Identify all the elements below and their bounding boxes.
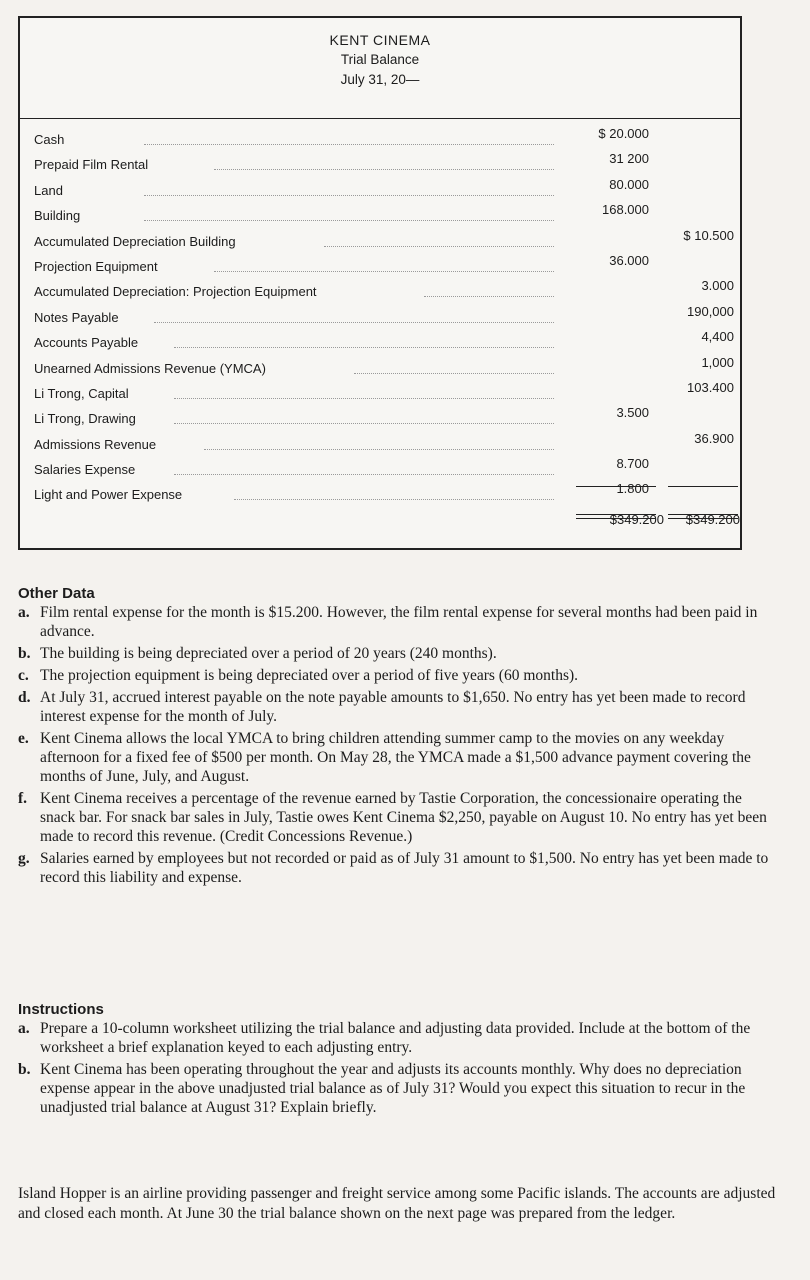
closing-paragraph: Island Hopper is an airline providing passenger and freight service among some Pacific islands. The accounts are adjusted and closed each month. At June 30 the trial balance shown on the next page was prepared from the ledger. xyxy=(18,1185,776,1222)
debit-amount: 168.000 xyxy=(602,202,649,218)
credit-amount: 4,400 xyxy=(701,329,734,345)
list-item xyxy=(18,1019,780,1057)
other-data-section xyxy=(18,584,780,890)
table-row xyxy=(34,329,740,354)
account-name: Building xyxy=(34,208,81,224)
debit-amount: 3.500 xyxy=(616,405,649,421)
company-name: KENT CINEMA xyxy=(329,32,431,48)
item-label: c. xyxy=(18,667,29,684)
account-name: Accounts Payable xyxy=(34,335,139,351)
leader-dots xyxy=(174,474,554,475)
table-row xyxy=(34,228,740,253)
table-row xyxy=(34,177,740,202)
credit-underline xyxy=(668,486,738,487)
list-item xyxy=(18,1060,780,1117)
debit-underline xyxy=(576,486,656,487)
debit-amount: 8.700 xyxy=(616,456,649,472)
account-name: Notes Payable xyxy=(34,309,119,325)
item-label: a. xyxy=(18,604,30,621)
list-item xyxy=(18,603,780,641)
debit-amount: 31 200 xyxy=(609,151,649,167)
leader-dots xyxy=(144,144,554,145)
item-text: Salaries earned by employees but not recorded or paid as of July 31 amount to $1,500. No entry has yet been made to record this liability and expense. xyxy=(40,850,769,886)
account-name: Cash xyxy=(34,132,65,147)
trial-balance-rows xyxy=(34,126,740,507)
debit-amount: 1.800 xyxy=(616,481,649,497)
leader-dots xyxy=(174,423,554,424)
account-name: Salaries Expense xyxy=(34,462,136,478)
leader-dots xyxy=(424,296,554,297)
leader-dots xyxy=(174,347,554,348)
leader-dots xyxy=(144,195,554,196)
trial-balance-header xyxy=(20,18,740,119)
leader-dots xyxy=(234,499,554,500)
table-row xyxy=(34,405,740,430)
credit-amount: 3.000 xyxy=(701,278,734,294)
credit-amount: $ 10.500 xyxy=(683,227,734,243)
account-name: Light and Power Expense xyxy=(34,487,183,503)
credit-double-rule xyxy=(668,514,738,519)
table-row xyxy=(34,380,740,405)
instructions-title: Instructions xyxy=(18,1001,104,1018)
item-text: Prepare a 10-column worksheet utilizing the trial balance and adjusting data provided. Include at the bottom of the worksheet a brief explanation keyed to each adjusting entry. xyxy=(40,1020,751,1056)
account-name: Li Trong, Drawing xyxy=(34,411,136,427)
debit-amount: 36.000 xyxy=(609,252,649,268)
account-name: Admissions Revenue xyxy=(34,436,157,452)
table-row xyxy=(34,151,740,176)
credit-amount: 1,000 xyxy=(701,354,734,370)
leader-dots xyxy=(204,449,554,450)
item-text: Kent Cinema allows the local YMCA to bring children attending summer camp to the movies on any weekday afternoon for a fixed fee of $500 per month. On May 28, the YMCA made a $1,500 advance payment covering the months of June, July, and August. xyxy=(40,730,751,785)
debit-amount: $ 20.000 xyxy=(598,126,649,141)
list-item xyxy=(18,789,780,846)
list-item xyxy=(18,688,780,726)
leader-dots xyxy=(214,169,554,170)
leader-dots xyxy=(174,398,554,399)
table-row xyxy=(34,126,740,151)
account-name: Accumulated Depreciation: Projection Equipment xyxy=(34,284,317,300)
credit-amount: 103.400 xyxy=(687,379,734,395)
leader-dots xyxy=(354,373,554,374)
item-label: e. xyxy=(18,730,29,747)
list-item xyxy=(18,644,780,663)
account-name: Li Trong, Capital xyxy=(34,385,129,401)
trial-balance-box xyxy=(18,16,742,550)
item-label: d. xyxy=(18,689,31,706)
credit-amount: 36.900 xyxy=(694,430,734,446)
item-label: a. xyxy=(18,1020,30,1037)
leader-dots xyxy=(144,220,554,221)
report-title: Trial Balance xyxy=(340,52,420,67)
leader-dots xyxy=(214,271,554,272)
item-text: Film rental expense for the month is $15.200. However, the film rental expense for several months had been paid in advance. xyxy=(40,604,758,640)
leader-dots xyxy=(324,246,554,247)
account-name: Prepaid Film Rental xyxy=(34,157,149,173)
table-row xyxy=(34,304,740,329)
table-row xyxy=(34,355,740,380)
debit-double-rule xyxy=(576,514,656,519)
item-text: The building is being depreciated over a period of 20 years (240 months). xyxy=(40,645,497,662)
total-credit: $349.200 xyxy=(685,512,740,527)
list-item xyxy=(18,666,780,685)
leader-dots xyxy=(154,322,554,323)
item-label: f. xyxy=(18,790,28,807)
account-name: Unearned Admissions Revenue (YMCA) xyxy=(34,360,266,376)
instructions-section xyxy=(18,1000,780,1120)
debit-amount: 80.000 xyxy=(609,176,649,192)
total-debit: $349.200 xyxy=(609,512,664,527)
item-text: At July 31, accrued interest payable on the note payable amounts to $1,650. No entry has yet been made to record interest expense for the month of July. xyxy=(40,689,746,725)
item-text: Kent Cinema receives a percentage of the revenue earned by Tastie Corporation, the concessionaire operating the snack bar. For snack bar sales in July, Tastie owes Kent Cinema $2,250, payable on August 10. No entry has yet been made to record this revenue. (Credit Concessions Revenue.) xyxy=(40,790,767,845)
item-text: The projection equipment is being depreciated over a period of five years (60 months). xyxy=(40,667,579,684)
item-text: Kent Cinema has been operating throughout the year and adjusts its accounts monthly. Why does no depreciation expense appear in the above unadjusted trial balance as of July 31? Would you expect this situation to recur in the unadjusted trial balance at August 31? Explain briefly. xyxy=(40,1061,746,1116)
credit-amount: 190,000 xyxy=(687,303,734,319)
table-row xyxy=(34,278,740,303)
item-label: g. xyxy=(18,850,30,867)
other-data-title: Other Data xyxy=(18,585,95,602)
item-label: b. xyxy=(18,1061,31,1078)
table-row xyxy=(34,456,740,481)
list-item xyxy=(18,849,780,887)
report-date: July 31, 20— xyxy=(340,72,420,87)
item-label: b. xyxy=(18,645,31,662)
table-row xyxy=(34,253,740,278)
account-name: Accumulated Depreciation Building xyxy=(34,233,236,249)
list-item xyxy=(18,729,780,786)
table-row xyxy=(34,202,740,227)
table-row xyxy=(34,431,740,456)
account-name: Land xyxy=(34,182,63,198)
account-name: Projection Equipment xyxy=(34,258,158,274)
